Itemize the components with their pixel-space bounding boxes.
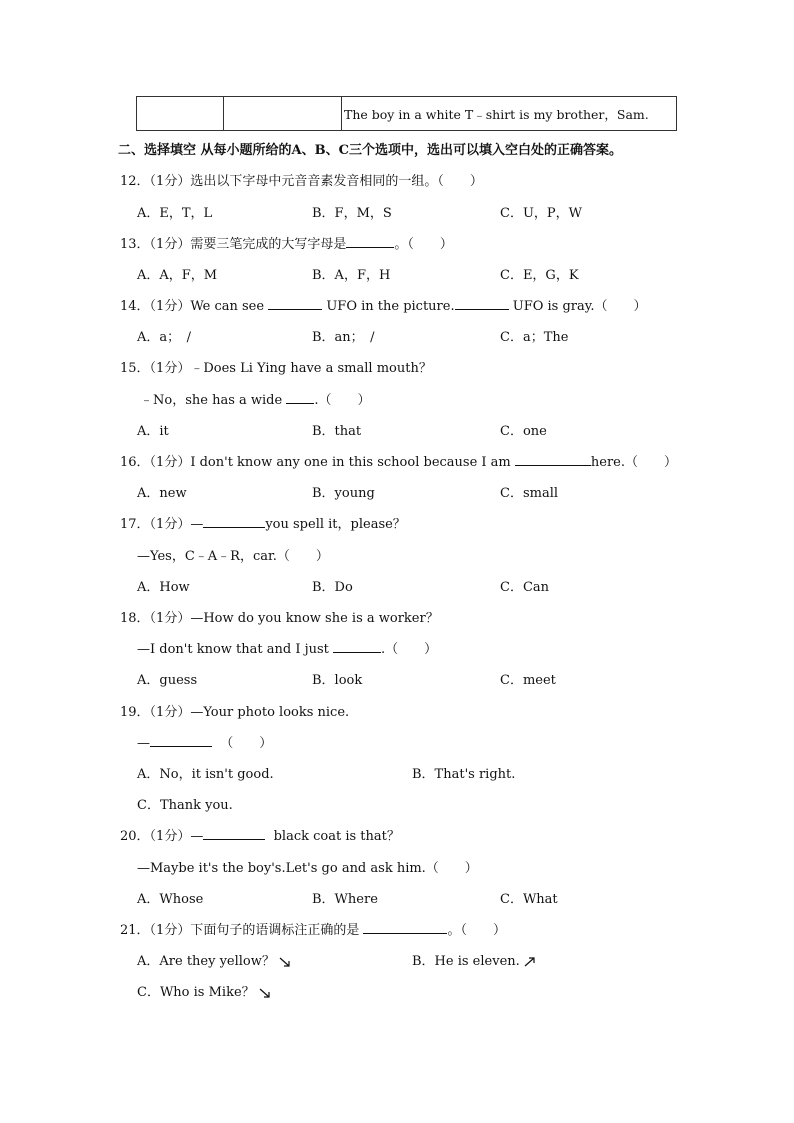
question-number: 13．（1分） [120, 237, 191, 252]
option-c[interactable]: C．small [500, 486, 559, 501]
falling-intonation-arrow-icon [259, 987, 271, 999]
question-16 [120, 451, 677, 470]
answer-blank[interactable] [203, 515, 265, 528]
option-c[interactable]: C．one [500, 424, 547, 439]
question-text: 需要三笔完成的大写字母是 [190, 237, 347, 252]
option-b[interactable]: B．That's right. [412, 767, 516, 782]
answer-blank[interactable] [150, 734, 212, 747]
option-a[interactable]: A．A，F，M [137, 268, 218, 283]
question-text: 。（ ） [394, 237, 453, 252]
question-text: 选出以下字母中元音音素发音相同的一组。（ ） [190, 174, 483, 189]
question-number: 14．（1分） [120, 299, 191, 314]
table-cell-text: The boy in a white T﹣shirt is my brother，Sam. [342, 97, 677, 131]
option-c[interactable]: C．Can [500, 580, 550, 595]
answer-blank[interactable] [363, 921, 447, 934]
answer-blank[interactable] [203, 827, 265, 840]
option-c-text: C．Who is Mike？ [137, 985, 255, 1000]
option-b-text: B．He is eleven. [412, 954, 520, 969]
question-number: 19．（1分） [120, 705, 191, 720]
question-text: —Your photo looks nice. [190, 705, 350, 720]
question-text: — [190, 829, 204, 844]
question-text: 下面句子的语调标注正确的是 [190, 923, 360, 938]
question-text: — [137, 736, 150, 751]
option-a[interactable]: A．it [137, 424, 169, 439]
option-a-text: A．Are they yellow？ [137, 954, 275, 969]
question-13 [120, 233, 453, 252]
question-text: you spell it，please？ [265, 517, 406, 532]
question-text: UFO in the picture. [326, 299, 455, 314]
answer-blank[interactable] [268, 297, 322, 310]
option-a[interactable]: A．How [137, 580, 190, 595]
question-15 [120, 357, 432, 376]
question-17 [120, 513, 406, 532]
option-b[interactable]: B．F，M，S [312, 206, 392, 221]
question-14 [120, 295, 647, 314]
question-number: 18．（1分） [120, 611, 191, 626]
option-b[interactable]: B．look [312, 673, 363, 688]
table-row [137, 97, 677, 131]
option-a[interactable]: A．new [137, 486, 187, 501]
question-text: I don't know any one in this school because I am [190, 455, 511, 470]
option-b[interactable]: B．that [312, 424, 362, 439]
option-c[interactable] [137, 981, 271, 1000]
question-number: 21．（1分） [120, 923, 191, 938]
question-12 [120, 170, 483, 189]
question-text: .（ ） [381, 642, 438, 657]
question-text: here.（ ） [590, 455, 678, 470]
question-text: ﹣No，she has a wide [140, 393, 283, 408]
section-title: 二、选择填空 从每小题所给的A、B、C三个选项中，选出可以填入空白处的正确答案。 [118, 143, 622, 158]
question-text: — [190, 517, 204, 532]
answer-blank[interactable] [333, 640, 381, 653]
option-a[interactable]: A．E，T，L [137, 206, 213, 221]
option-b[interactable]: B．Do [312, 580, 353, 595]
option-c[interactable]: C．a；The [500, 330, 569, 345]
option-c[interactable]: C．What [500, 892, 558, 907]
question-number: 15．（1分） [120, 361, 191, 376]
option-a[interactable]: A．No，it isn't good. [137, 767, 274, 782]
question-21 [120, 919, 506, 938]
question-19-line2 [137, 732, 272, 751]
question-text: ﹣Does Li Ying have a small mouth？ [190, 361, 432, 376]
question-20-line2: —Maybe it's the boy's.Let's go and ask him.（ ） [137, 861, 478, 876]
option-a[interactable]: A．guess [137, 673, 198, 688]
question-number: 20．（1分） [120, 829, 191, 844]
question-text: —How do you know she is a worker？ [190, 611, 439, 626]
question-number: 16．（1分） [120, 455, 191, 470]
question-20 [120, 825, 400, 844]
table-cell [137, 97, 224, 131]
answer-table [136, 96, 677, 131]
option-a[interactable]: A．Whose [137, 892, 204, 907]
question-text: .（ ） [314, 393, 371, 408]
question-text: —I don't know that and I just [137, 642, 329, 657]
question-number: 12．（1分） [120, 174, 191, 189]
question-17-line2: —Yes，C﹣A﹣R，car.（ ） [137, 549, 329, 564]
question-text: black coat is that？ [273, 829, 400, 844]
option-b[interactable]: B．A，F，H [312, 268, 391, 283]
option-c[interactable]: C．U，P，W [500, 206, 583, 221]
rising-intonation-arrow-icon [524, 956, 536, 968]
answer-blank[interactable] [346, 235, 394, 248]
answer-blank[interactable] [286, 391, 314, 404]
question-18-line2 [137, 638, 437, 657]
table-cell [224, 97, 342, 131]
question-text: 。（ ） [447, 923, 506, 938]
option-c[interactable]: C．Thank you. [137, 798, 233, 813]
option-b[interactable]: B．young [312, 486, 375, 501]
answer-blank[interactable] [515, 453, 591, 466]
falling-intonation-arrow-icon [279, 956, 291, 968]
question-19 [120, 701, 349, 720]
option-a[interactable] [137, 950, 291, 969]
option-b[interactable]: B．an； / [312, 330, 375, 345]
option-c[interactable]: C．E，G，K [500, 268, 579, 283]
question-18 [120, 607, 439, 626]
option-b[interactable]: B．Where [312, 892, 378, 907]
question-15-line2 [140, 389, 370, 408]
answer-blank[interactable] [455, 297, 509, 310]
option-c[interactable]: C．meet [500, 673, 556, 688]
option-a[interactable]: A．a； / [137, 330, 192, 345]
question-number: 17．（1分） [120, 517, 191, 532]
option-b[interactable] [412, 950, 536, 969]
question-text: We can see [190, 299, 265, 314]
question-text: （ ） [220, 736, 273, 751]
question-text: UFO is gray.（ ） [512, 299, 647, 314]
